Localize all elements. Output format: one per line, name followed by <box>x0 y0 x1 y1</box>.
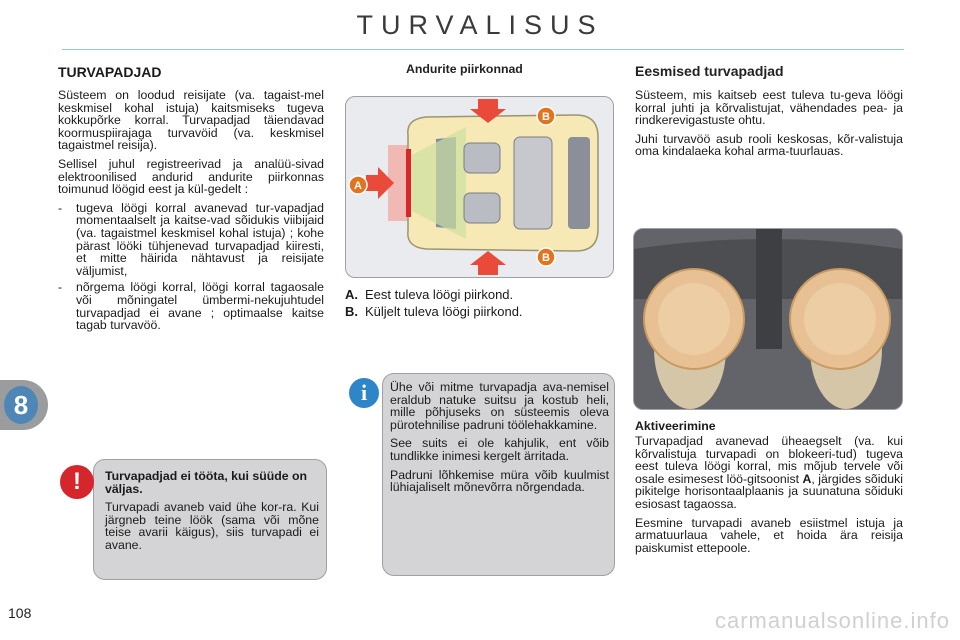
page-header-title: TURVALISUS <box>356 10 604 40</box>
activation-body <box>635 435 903 560</box>
warning-title: Turvapadjad ei tööta, kui süüde on väljas. <box>105 469 308 496</box>
warning-box <box>93 459 327 580</box>
left-paragraph-1: Süsteem on loodud reisijate (va. tagaist-mel keskmisel kohal istuja) kaitsmiseks tugeva kokkupõrke korral. Turvapadjad täiendavad koormuspiirajaga turvavöid (va. keskmisel tagaistmel reisija). <box>58 88 324 153</box>
right-paragraph-1: Süsteem, mis kaitseb eest tuleva tu-geva löögi korral juhti ja kõrvalistujat, vähendades pea- ja rindkerevigastuste ohtu. <box>635 88 903 128</box>
seat-front-left <box>464 143 500 173</box>
info-paragraph-2: See suits ei ole kahjulik, ent võib tundlikke inimesi kergelt ärritada. <box>390 436 609 463</box>
info-content <box>390 381 609 500</box>
page-number: 108 <box>8 605 32 621</box>
left-paragraph-2: Sellisel juhul registreerivad ja analüü-sivad elektroonilised andurid andurite piirkonnas toimunud löögid eest ja kül-gedelt : <box>58 156 324 197</box>
left-bullet-list <box>58 202 324 332</box>
chapter-number: 8 <box>4 386 38 424</box>
warning-text: Turvapadi avaneb vaid ühe kor-ra. Kui järgneb teine löök (sama või mõne teise avarii käigus), siis turvapadi ei avane. <box>105 500 319 552</box>
sensor-zones-heading: Andurite piirkonnad <box>406 62 523 76</box>
header-divider <box>62 49 904 50</box>
car-top-view-svg <box>346 97 613 277</box>
warning-content <box>105 470 319 558</box>
right-intro <box>635 89 903 164</box>
center-pillar <box>756 229 782 349</box>
info-icon: i <box>349 378 379 408</box>
seat-rear <box>514 137 552 229</box>
caption-a: A. Eest tuleva löögi piirkond. <box>345 287 514 302</box>
front-sensor-band <box>406 149 411 217</box>
zone-b-label-bottom: B <box>542 252 550 264</box>
activation-paragraph-1: Turvapadjad avanevad üheaegselt (va. kui kõrvalistuja turvapadi on blokeeri-tud) tugeva eest tuleva löögi korral, mis mõjub tervele või osale esimesest löö-gitsoonist A, järgides sõiduki pikitelge horisontaalplaanis ja suunatuna sõiduki esiosast tagaossa. <box>635 434 903 511</box>
arrow-bottom-icon <box>470 251 506 275</box>
footer-watermark: carmanualsonline.info <box>714 608 950 633</box>
activation-subheading: Aktiveerimine <box>635 419 716 433</box>
info-box <box>382 373 615 576</box>
airbag-deployment-illustration <box>633 228 903 410</box>
activation-paragraph-2: Eesmine turvapadi avaneb esiistmel istuja ja armatuurlaua vahele, et hoida ära reisija paiskumist ettepoole. <box>635 515 903 555</box>
chapter-tab <box>0 380 48 430</box>
left-body <box>58 89 324 336</box>
list-item: - nõrgema löögi korral, löögi korral tagaosale või mõningatel ümbermi-nekujuhtudel turvapadjad ei avane ; optimaalse kaitse tagab turvavöö. <box>58 280 324 333</box>
warning-icon: ! <box>60 465 94 499</box>
info-paragraph-3: Padruni lõhkemise müra võib kuulmist lühiajaliselt mõnevõrra nõrgendada. <box>390 467 609 495</box>
car-sensor-zones-illustration <box>345 96 614 278</box>
info-paragraph-1: Ühe või mitme turvapadja ava-nemisel eraldub natuke suitsu ja kostub heli, mille põhjuseks on süsteemis oleva pürotehnilise padruni töölehakkamine. <box>390 380 609 432</box>
airbag-scene-svg <box>634 229 902 409</box>
rear-window <box>568 137 590 229</box>
caption-b: B. Küljelt tuleva löögi piirkond. <box>345 304 523 319</box>
section-heading-airbags: TURVAPADJAD <box>58 64 162 80</box>
zone-a-label: A <box>354 180 362 192</box>
front-airbags-heading: Eesmised turvapadjad <box>635 63 784 79</box>
list-item: - tugeva löögi korral avanevad tur-vapadjad momentaalselt ja kaitse-vad sõidukis viibijaid (va. tagaistmel keskmisel kohal istuja) ; kohe pärast lööki tühjenevad turvapadjad kiiresti, et mitte häirida nähtavust ja reisijate väljumist, <box>58 200 324 278</box>
right-paragraph-2: Juhi turvavöö asub rooli keskosas, kõr-valistuja oma kindalaeka kohal arma-tuurlauas. <box>635 131 903 159</box>
zone-b-label-top: B <box>542 111 550 123</box>
zone-captions <box>345 286 615 320</box>
seat-front-right <box>464 193 500 223</box>
